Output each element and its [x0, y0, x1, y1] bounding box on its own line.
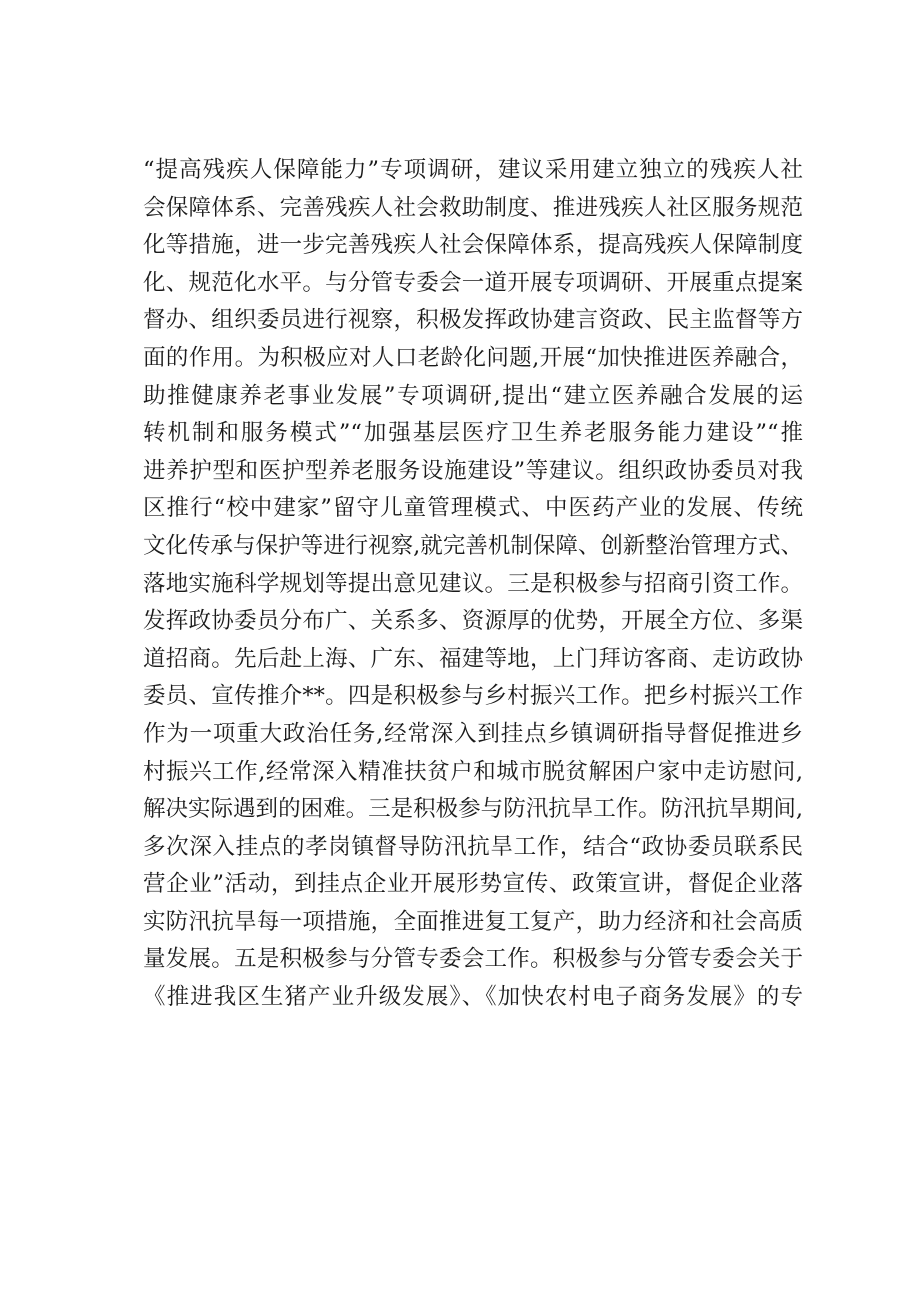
text-line: 委员、宣传推介**。四是积极参与乡村振兴工作。把乡村振兴工作: [143, 683, 803, 710]
text-line: 区推行“校中建家”留守儿童管理模式、中医药产业的发展、传统: [143, 495, 803, 522]
text-line: 督办、组织委员进行视察，积极发挥政协建言资政、民主监督等方: [143, 307, 803, 334]
text-line: 《推进我区生猪产业升级发展》、《加快农村电子商务发展》的专: [143, 984, 803, 1011]
text-line: 化等措施，进一步完善残疾人社会保障体系，提高残疾人保障制度: [143, 232, 803, 259]
text-line: 化、规范化水平。与分管专委会一道开展专项调研、开展重点提案: [143, 269, 803, 296]
body-paragraph: [143, 152, 803, 1017]
text-line: 面的作用。为积极应对人口老龄化问题,开展“加快推进医养融合，: [143, 344, 803, 371]
text-line: 发挥政协委员分布广、关系多、资源厚的优势，开展全方位、多渠: [143, 608, 803, 635]
text-line: “提高残疾人保障能力”专项调研，建议采用建立独立的残疾人社: [143, 157, 803, 183]
text-line: 多次深入挂点的孝岗镇督导防汛抗旱工作，结合“政协委员联系民: [143, 833, 803, 860]
text-line: 转机制和服务模式”“加强基层医疗卫生养老服务能力建设”“推: [143, 420, 803, 447]
text-line: 道招商。先后赴上海、广东、福建等地，上门拜访客商、走访政协: [143, 645, 803, 672]
text-line: 会保障体系、完善残疾人社会救助制度、推进残疾人社区服务规范: [143, 194, 803, 221]
text-line: 营企业”活动，到挂点企业开展形势宣传、政策宣讲，督促企业落: [143, 871, 803, 898]
text-line: 文化传承与保护等进行视察,就完善机制保障、创新整治管理方式、: [143, 532, 803, 559]
text-line: 进养护型和医护型养老服务设施建设”等建议。组织政协委员对我: [143, 457, 803, 484]
text-line: 作为一项重大政治任务,经常深入到挂点乡镇调研指导督促推进乡: [143, 720, 803, 747]
text-line: 量发展。五是积极参与分管专委会工作。积极参与分管专委会关于: [143, 946, 803, 973]
text-line: 实防汛抗旱每一项措施，全面推进复工复产，助力经济和社会高质: [143, 908, 803, 935]
text-line: 解决实际遇到的困难。三是积极参与防汛抗旱工作。防汛抗旱期间,: [143, 796, 803, 823]
text-line: 落地实施科学规划等提出意见建议。三是积极参与招商引资工作。: [143, 570, 803, 597]
text-line: 村振兴工作,经常深入精准扶贫户和城市脱贫解困户家中走访慰问,: [143, 758, 803, 785]
text-line: 助推健康养老事业发展”专项调研,提出“建立医养融合发展的运: [143, 382, 803, 409]
